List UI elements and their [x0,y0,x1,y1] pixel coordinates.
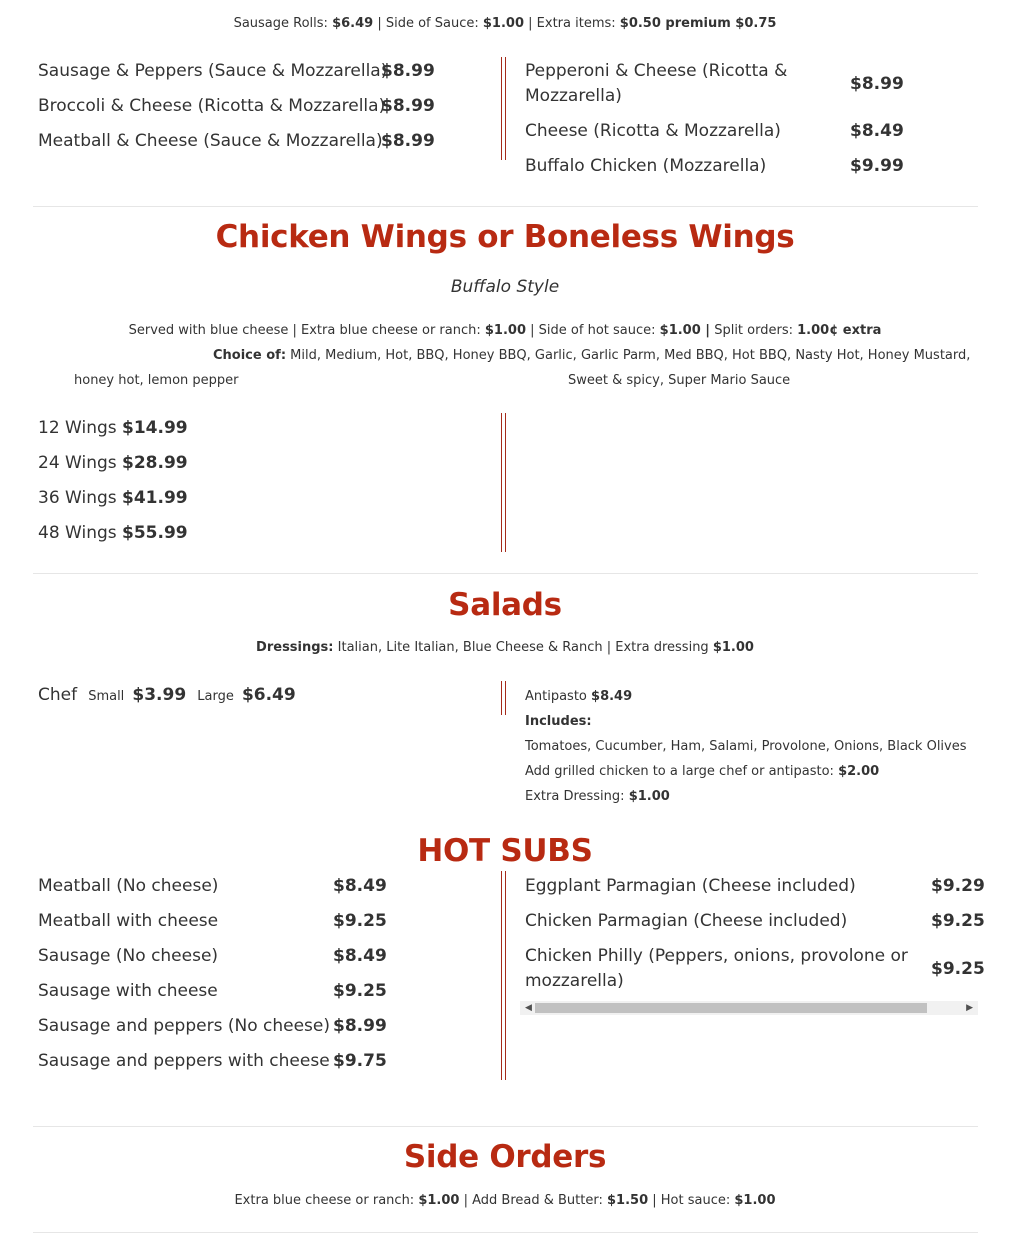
menu-item-name: 24 Wings [38,453,117,473]
section-divider [33,206,978,207]
side-note-price: $1.00 [418,1193,460,1208]
menu-item-price: $9.25 [333,911,387,931]
dressings-note [0,640,1010,655]
menu-item-name: Pepperoni & Cheese (Ricotta & [525,61,788,81]
menu-item-name: Sausage and peppers with cheese [38,1051,330,1071]
menu-item-name: Sausage (No cheese) [38,946,219,966]
menu-item-name: Sausage and peppers (No cheese) [38,1016,330,1036]
grilled-chicken-note [525,764,879,779]
rolls-label: Sausage Rolls: [233,16,328,31]
menu-item-price: $8.99 [381,61,435,81]
menu-item-price: $9.25 [931,959,985,979]
wings-note-price: $1.00 | [659,323,711,338]
sauce-price: $1.00 [482,16,525,31]
menu-item-name: Eggplant Parmagian (Cheese included) [525,876,856,896]
size-label: Small [88,689,125,704]
wings-choices [213,348,970,363]
extra-dressing-text: Extra Dressing: [525,789,625,804]
wings-note-text: | Side of hot sauce: [530,323,656,338]
menu-item-price: $8.49 [333,946,387,966]
menu-item-price: $6.49 [241,685,296,705]
menu-item-name: Chef [38,685,78,705]
menu-item-name: Chicken Parmagian (Cheese included) [525,911,848,931]
menu-item-name: Buffalo Chicken (Mozzarella) [525,156,767,176]
side-note-price: $1.50 [607,1193,649,1208]
wings-note-price: 1.00¢ extra [797,323,882,338]
menu-item-price: $9.25 [333,981,387,1001]
menu-item-name: Sausage & Peppers (Sauce & Mozzarella) [38,61,388,81]
menu-item-price: $3.99 [132,685,187,705]
includes-text: Tomatoes, Cucumber, Ham, Salami, Provolone, Onions, Black Olives [525,739,967,754]
wings-note [0,323,1010,338]
menu-item-price: $9.99 [850,156,904,176]
choices-text-cont: Sweet & spicy, Super Mario Sauce [568,373,791,388]
side-note-text: | Hot sauce: [652,1193,731,1208]
menu-item-name: Antipasto [525,689,587,704]
choices-text-cont: honey hot, lemon pepper [74,373,239,388]
section-title-salads: Salads [448,587,562,623]
sauce-label: | Side of Sauce: [377,16,479,31]
menu-item-name: 12 Wings [38,418,117,438]
menu-item-name: Meatball & Cheese (Sauce & Mozzarella) [38,131,383,151]
column-divider [501,413,506,552]
choices-text: Mild, Medium, Hot, BBQ, Honey BBQ, Garlic, Garlic Parm, Med BBQ, Hot BBQ, Nasty Hot, Honey Mustard, [290,348,971,363]
menu-item-price: $41.99 [122,488,188,508]
section-subtitle: Buffalo Style [450,277,560,297]
menu-item-price: $8.99 [333,1016,387,1036]
grilled-price: $2.00 [838,764,880,779]
extra-dressing-price: $1.00 [628,789,670,804]
menu-item-price: $9.75 [333,1051,387,1071]
side-orders-note [0,1193,1010,1208]
extra-label: | Extra items: [528,16,616,31]
menu-item-price: $8.99 [381,131,435,151]
menu-item-price: $55.99 [122,523,188,543]
menu-item-price: $9.29 [931,876,985,896]
menu-item-price: $8.99 [381,96,435,116]
menu-item-name-cont: mozzarella) [525,971,624,991]
menu-item-name: Meatball (No cheese) [38,876,219,896]
grilled-text: Add grilled chicken to a large chef or antipasto: [525,764,834,779]
section-title-wings: Chicken Wings or Boneless Wings [215,219,795,255]
dressings-text: Italian, Lite Italian, Blue Cheese & Ranch | Extra dressing [337,640,709,655]
salad-chef [38,685,296,705]
menu-item-name-cont: Mozzarella) [525,86,622,106]
section-divider [33,1126,978,1127]
wings-note-price: $1.00 [484,323,527,338]
section-title-side-orders: Side Orders [403,1139,607,1175]
section-divider [33,573,978,574]
column-divider [501,57,506,160]
extra-price: $0.50 premium $0.75 [619,16,777,31]
wings-note-text: Split orders: [714,323,793,338]
section-divider [33,1232,978,1233]
horizontal-scrollbar[interactable] [520,1001,978,1015]
menu-item-price: $28.99 [122,453,188,473]
menu-item-price: $8.49 [333,876,387,896]
calzone-note [0,16,1010,31]
includes-label: Includes: [525,714,592,729]
menu-item-price: $8.99 [850,74,904,94]
menu-item-name: Cheese (Ricotta & Mozzarella) [525,121,781,141]
menu-item-price: $8.49 [591,689,633,704]
side-note-price: $1.00 [734,1193,776,1208]
dressings-label: Dressings: [256,640,334,655]
side-note-text: Extra blue cheese or ranch: [234,1193,415,1208]
menu-item-name: Chicken Philly (Peppers, onions, provolone or [525,946,908,966]
choices-label: Choice of: [213,348,287,363]
column-divider [501,681,506,715]
menu-item-name: 48 Wings [38,523,117,543]
scroll-right-icon[interactable]: ▶ [966,1003,973,1013]
menu-item-name: 36 Wings [38,488,117,508]
rolls-price: $6.49 [332,16,374,31]
menu-item-name: Broccoli & Cheese (Ricotta & Mozzarella) [38,96,386,116]
extra-dressing-note [525,789,670,804]
menu-item-name: Meatball with cheese [38,911,219,931]
scrollbar-thumb[interactable] [535,1003,927,1013]
menu-item-price: $14.99 [122,418,188,438]
menu-item-name: Sausage with cheese [38,981,218,1001]
side-note-text: | Add Bread & Butter: [463,1193,603,1208]
wings-note-text: Served with blue cheese | Extra blue cheese or ranch: [128,323,481,338]
column-divider [501,871,506,1080]
section-title-hot-subs: HOT SUBS [417,833,593,869]
size-label: Large [197,689,234,704]
menu-item-price: $8.49 [850,121,904,141]
menu-item-price: $9.25 [931,911,985,931]
scroll-left-icon[interactable]: ◀ [525,1003,532,1013]
salad-antipasto [525,689,632,704]
dressings-price: $1.00 [712,640,754,655]
